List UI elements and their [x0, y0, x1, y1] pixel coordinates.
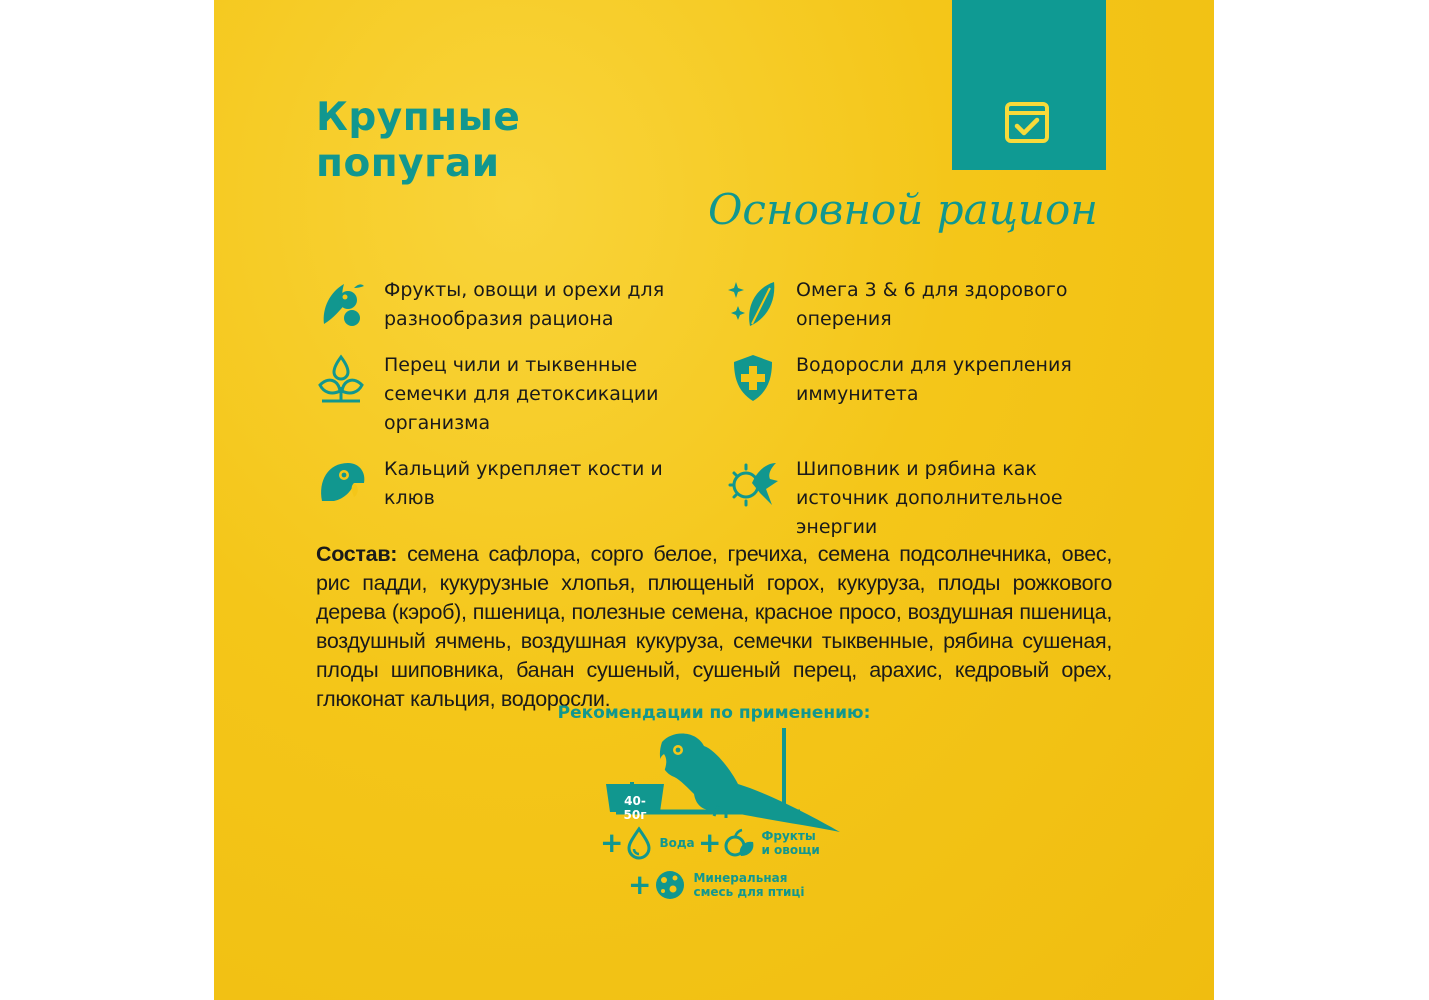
fruits-label-line-2: и овощи: [761, 843, 820, 857]
fruit-basket-icon: [723, 826, 757, 860]
feature-text: Кальций укрепляет кости и клюв: [384, 458, 663, 509]
feature-text: Водоросли для укрепления иммунитета: [796, 354, 1072, 405]
portion-label: 40-50г: [623, 794, 647, 822]
plus-icon: +: [698, 826, 722, 859]
product-card: [214, 0, 1214, 1000]
sun-bird-icon: [726, 455, 780, 509]
fruit-vegetables-icon: [314, 276, 368, 330]
addon-mineral: [628, 868, 804, 902]
feature-text: Омега 3 & 6 для здорового оперения: [796, 279, 1068, 330]
water-label: Вода: [659, 836, 695, 850]
feature-calcium: [314, 455, 704, 513]
recommendations-title: Рекомендации по применению:: [557, 703, 871, 723]
mineral-label: [693, 871, 804, 899]
shield-plus-icon: [726, 351, 780, 405]
calendar-check-icon: [1004, 99, 1050, 145]
feature-omega: [726, 276, 1116, 334]
feature-immunity: [726, 351, 1116, 409]
feature-text: Фрукты, овощи и орехи для разнообразия рациона: [384, 279, 665, 330]
composition-label: Состав:: [316, 542, 398, 566]
feature-fruits: [314, 276, 704, 334]
parrot-head-icon: [314, 455, 368, 509]
water-drop-icon: [625, 826, 653, 860]
addon-water: [600, 826, 695, 860]
feature-text: Перец чили и тыквенные семечки для детоксикации организма: [384, 354, 659, 434]
title-line-1: Крупные: [316, 95, 521, 140]
plus-icon: +: [628, 868, 652, 901]
title-line-2: попугаи: [316, 141, 500, 186]
mineral-label-line-2: смесь для птиці: [693, 885, 805, 899]
composition-body: семена сафлора, сорго белое, гречиха, семена подсолнечника, овес, рис падди, кукурузные хлопья, плющеный горох, кукуруза, плоды рожкового дерева (кэроб), пшеница, полезные семена, красное просо, воздушная пшеница, воздушный ячмень, воздушная кукуруза, семечки тыквенные, рябина сушеная, плоды шиповника, банан сушеный, сушеный перец, арахис, кедровый орех, глюконат кальция, водоросли.: [316, 542, 1112, 711]
feature-text: Шиповник и рябина как источник дополнительное энергии: [796, 458, 1063, 538]
mineral-mix-icon: [653, 868, 687, 902]
mineral-label-line-1: Минеральная: [693, 871, 788, 885]
feather-sparkle-icon: [726, 276, 780, 330]
ration-tab: [952, 0, 1106, 170]
addon-fruits: [698, 826, 820, 860]
feature-detox: [314, 351, 704, 438]
fruits-label-line-1: Фрукты: [761, 829, 816, 843]
composition-text: [316, 540, 1112, 714]
page-title: [316, 95, 520, 187]
fruits-label: [761, 829, 819, 857]
ration-subtitle: Основной рацион: [708, 185, 1098, 234]
feature-energy: [726, 455, 1116, 542]
leaves-drop-icon: [314, 351, 368, 405]
plus-icon: +: [600, 826, 624, 859]
